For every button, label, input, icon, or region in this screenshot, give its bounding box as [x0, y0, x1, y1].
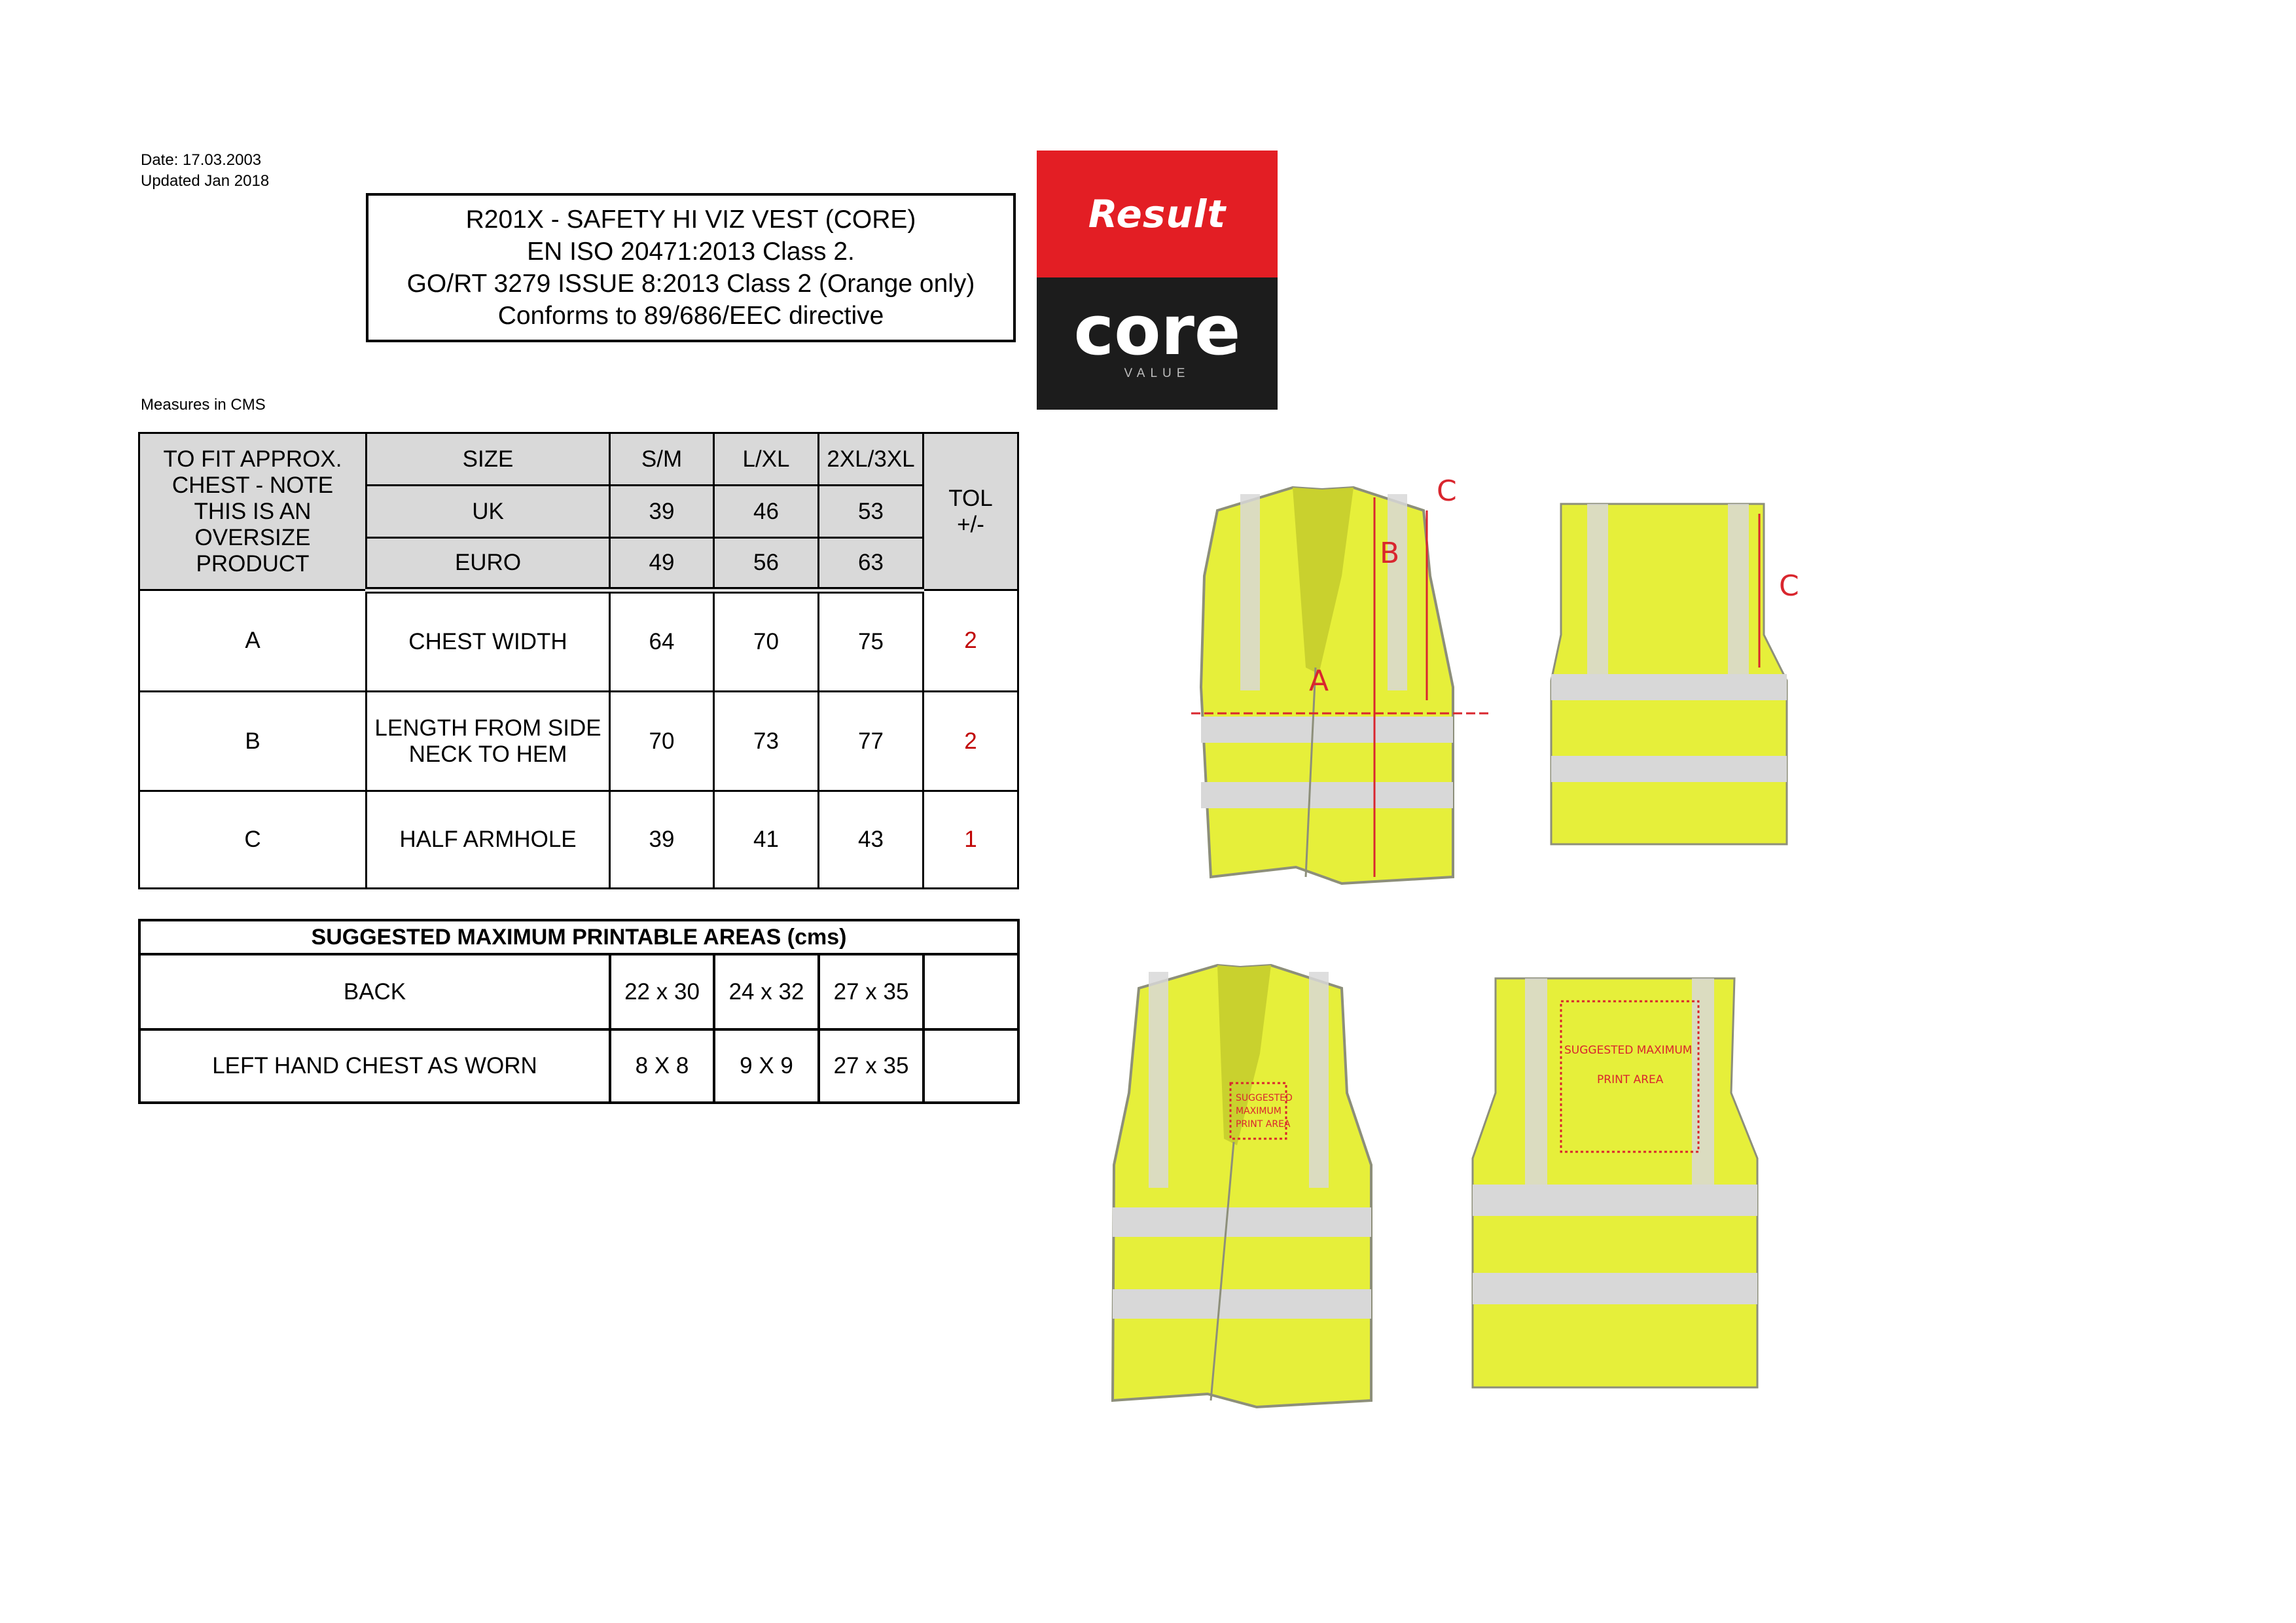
euro-value: 63 — [819, 538, 924, 590]
chest-print-text-1: SUGGESTED — [1236, 1093, 1293, 1103]
measure-value: 64 — [610, 590, 714, 692]
measure-name: LENGTH FROM SIDE NECK TO HEM — [367, 692, 610, 791]
measure-value: 75 — [819, 590, 924, 692]
measure-code: B — [139, 692, 367, 791]
core-value-text: VALUE — [1124, 366, 1191, 380]
table-row — [139, 1029, 1018, 1103]
measure-value: 73 — [714, 692, 819, 791]
print-area-value: 9 X 9 — [714, 1029, 819, 1103]
fit-note: TO FIT APPROX. CHEST - NOTE THIS IS AN OVERSIZE PRODUCT — [139, 433, 367, 590]
measures-note: Measures in CMS — [141, 396, 266, 414]
uk-value: 39 — [610, 486, 714, 538]
table-row — [139, 590, 1018, 692]
print-area-empty — [924, 954, 1018, 1029]
print-areas-table — [138, 919, 1020, 1104]
vest-front-print-area-image — [1100, 949, 1401, 1420]
back-print-text-1: SUGGESTED MAXIMUM — [1564, 1044, 1693, 1057]
print-area-value: 22 x 30 — [610, 954, 714, 1029]
title-line-4: Conforms to 89/686/EEC directive — [497, 302, 884, 330]
table-row — [139, 791, 1018, 889]
table-row — [139, 954, 1018, 1029]
measure-value: 77 — [819, 692, 924, 791]
vest-back-measured-image — [1538, 491, 1852, 857]
measure-value: 70 — [714, 590, 819, 692]
title-line-1: R201X - SAFETY HI VIZ VEST (CORE) — [465, 205, 916, 234]
print-area-name: LEFT HAND CHEST AS WORN — [139, 1029, 610, 1103]
result-logo-text: Result — [1088, 192, 1227, 236]
print-area-value: 27 x 35 — [819, 954, 924, 1029]
measure-value: 41 — [714, 791, 819, 889]
measure-code: A — [139, 590, 367, 692]
tolerance-value: 1 — [924, 791, 1018, 889]
label-c: C — [1437, 474, 1457, 508]
vest-front-measured-image — [1178, 471, 1518, 897]
label-b: B — [1380, 537, 1400, 570]
size-lxl: L/XL — [714, 433, 819, 486]
tolerance-value: 2 — [924, 692, 1018, 791]
chest-print-text-3: PRINT AREA — [1236, 1119, 1291, 1130]
title-line-3: GO/RT 3279 ISSUE 8:2013 Class 2 (Orange only) — [406, 270, 975, 298]
print-area-value: 24 x 32 — [714, 954, 819, 1029]
print-area-empty — [924, 1029, 1018, 1103]
euro-value: 56 — [714, 538, 819, 590]
date-text: Date: 17.03.2003 — [141, 151, 262, 169]
measure-value: 70 — [610, 692, 714, 791]
tol-label: TOL +/- — [924, 433, 1018, 590]
result-logo — [1037, 151, 1278, 277]
print-areas-title: SUGGESTED MAXIMUM PRINTABLE AREAS (cms) — [139, 920, 1018, 954]
measure-value: 43 — [819, 791, 924, 889]
title-line-2: EN ISO 20471:2013 Class 2. — [527, 238, 855, 266]
vest-back-print-area-image — [1466, 962, 1806, 1407]
table-row — [139, 692, 1018, 791]
label-c: C — [1779, 569, 1799, 603]
core-logo-text: core — [1073, 291, 1241, 370]
measure-name: HALF ARMHOLE — [367, 791, 610, 889]
product-title-box — [366, 193, 1016, 342]
print-area-value: 27 x 35 — [819, 1029, 924, 1103]
uk-value: 53 — [819, 486, 924, 538]
measure-code: C — [139, 791, 367, 889]
print-area-name: BACK — [139, 954, 610, 1029]
back-print-text-2: PRINT AREA — [1597, 1073, 1664, 1086]
print-area-value: 8 X 8 — [610, 1029, 714, 1103]
uk-label: UK — [367, 486, 610, 538]
size-chart-table — [138, 432, 1019, 889]
core-logo — [1037, 277, 1278, 410]
size-label: SIZE — [367, 433, 610, 486]
euro-label: EURO — [367, 538, 610, 590]
label-a: A — [1309, 664, 1329, 698]
euro-value: 49 — [610, 538, 714, 590]
measure-value: 39 — [610, 791, 714, 889]
uk-value: 46 — [714, 486, 819, 538]
size-sm: S/M — [610, 433, 714, 486]
tolerance-value: 2 — [924, 590, 1018, 692]
size-2xl3xl: 2XL/3XL — [819, 433, 924, 486]
measure-name: CHEST WIDTH — [367, 590, 610, 692]
chest-print-text-2: MAXIMUM — [1236, 1106, 1282, 1116]
updated-text: Updated Jan 2018 — [141, 172, 270, 190]
